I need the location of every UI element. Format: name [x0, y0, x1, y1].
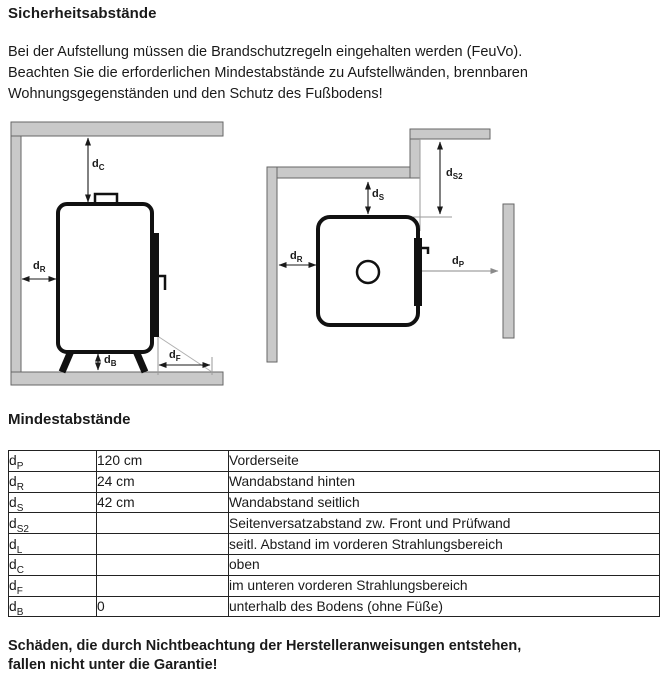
table-cell-value: 42 cm: [97, 492, 229, 513]
table-row: [9, 492, 660, 513]
flue-outlet-circle: [357, 261, 379, 283]
top-view-diagram: [267, 129, 514, 362]
table-cell-desc: oben: [229, 554, 660, 575]
table-cell-key: $d_P$: [9, 451, 97, 472]
table-cell-value: [97, 513, 229, 534]
table-cell-value: [97, 575, 229, 596]
table-cell-desc: unterhalb des Bodens (ohne Füße): [229, 596, 660, 617]
wall-left: [11, 122, 21, 385]
door-handle-side: [159, 276, 165, 290]
warranty-warning: [8, 637, 521, 675]
floor: [11, 372, 223, 385]
dim-label-ds: $d_S$: [372, 188, 385, 203]
ceiling: [11, 122, 223, 136]
intro-line: Beachten Sie die erforderlichen Mindestabstände zu Aufstellwänden, brennbaren: [8, 65, 528, 81]
table-cell-desc: im unteren vorderen Strahlungsbereich: [229, 575, 660, 596]
stove-door-side: [151, 233, 159, 337]
dim-label-db: $d_B$: [104, 354, 117, 369]
table-row: [9, 513, 660, 534]
table-row: [9, 554, 660, 575]
table-cell-value: 24 cm: [97, 471, 229, 492]
wall-side-top: [267, 167, 277, 362]
dim-label-df: $d_F$: [169, 349, 181, 364]
intro-line: Bei der Aufstellung müssen die Brandschutzregeln eingehalten werden (FeuVo).: [8, 44, 523, 60]
table-row: [9, 596, 660, 617]
wall-offset-top: [410, 129, 490, 139]
intro-paragraph: [8, 42, 528, 105]
table-cell-value: [97, 534, 229, 555]
stove-door-top: [414, 238, 422, 306]
section-heading-mindestabstaende: Mindestabstände: [8, 411, 131, 428]
table-cell-key: $d_C$: [9, 554, 97, 575]
table-cell-key: $d_L$: [9, 534, 97, 555]
side-view-diagram: [11, 122, 223, 385]
page-title: Sicherheitsabstände: [8, 5, 157, 22]
table-row: [9, 451, 660, 472]
warranty-warning-line: Schäden, die durch Nichtbeachtung der Herstelleranweisungen entstehen,: [8, 638, 522, 654]
minimum-distances-table: [8, 450, 660, 617]
table-cell-key: $d_F$: [9, 575, 97, 596]
radiation-diagonal: [159, 337, 212, 372]
stove-leg-right: [136, 351, 145, 372]
wall-back-top: [267, 167, 420, 178]
table-cell-value: 120 cm: [97, 451, 229, 472]
warranty-warning-line: fallen nicht unter die Garantie!: [8, 657, 218, 673]
table-cell-key: $d_S$: [9, 492, 97, 513]
dim-label-dr-side: $d_R$: [33, 260, 46, 275]
table-cell-desc: Wandabstand seitlich: [229, 492, 660, 513]
table-cell-desc: seitl. Abstand im vorderen Strahlungsbereich: [229, 534, 660, 555]
table-cell-desc: Seitenversatzabstand zw. Front und Prüfwand: [229, 513, 660, 534]
table-row: [9, 471, 660, 492]
dim-label-ds2: $d_{S2}$: [446, 167, 463, 182]
stove-leg-left: [62, 351, 71, 372]
test-wall: [503, 204, 514, 338]
dim-label-dc: $d_C$: [92, 158, 105, 173]
door-handle-top: [422, 248, 428, 254]
table-cell-key: $d_B$: [9, 596, 97, 617]
stove-body-side: [58, 204, 152, 352]
table-cell-desc: Wandabstand hinten: [229, 471, 660, 492]
table-cell-key: $d_{S2}$: [9, 513, 97, 534]
dim-label-dp: $d_P$: [452, 255, 465, 270]
table-cell-key: $d_R$: [9, 471, 97, 492]
table-row: [9, 575, 660, 596]
table-cell-value: 0: [97, 596, 229, 617]
dim-label-dr-top: $d_R$: [290, 250, 303, 265]
table-row: [9, 534, 660, 555]
intro-line: Wohnungsgegenständen und den Schutz des Fußbodens!: [8, 86, 383, 102]
table-cell-desc: Vorderseite: [229, 451, 660, 472]
table-cell-value: [97, 554, 229, 575]
